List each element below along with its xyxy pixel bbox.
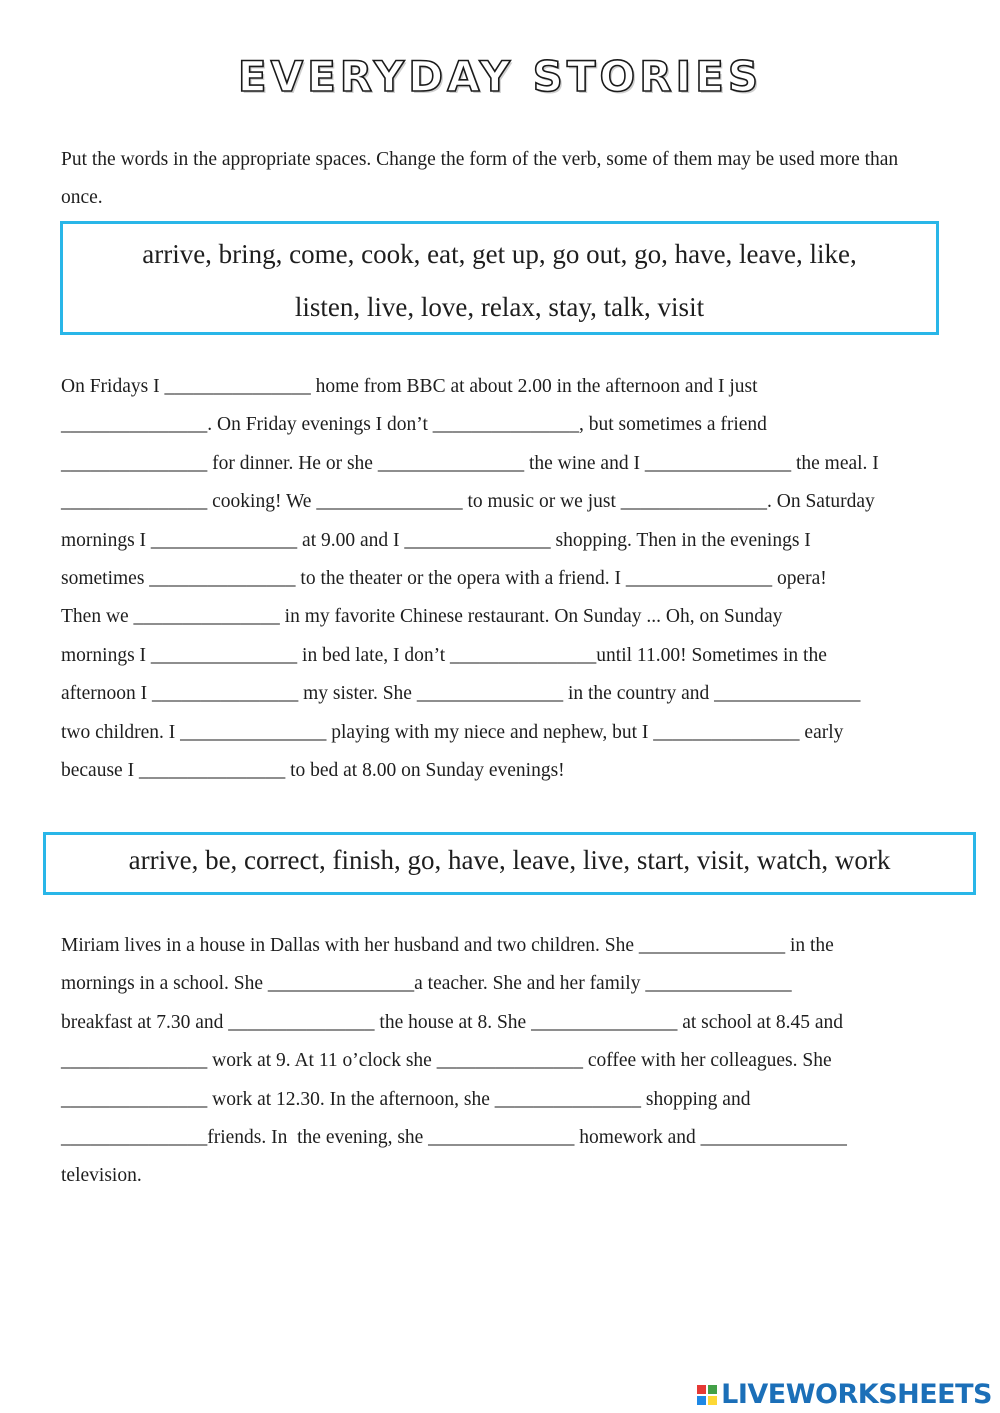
- logo-cube: [708, 1396, 717, 1405]
- story-1-line[interactable]: mornings I _______________ at 9.00 and I _______________ shopping. Then in the evenings I: [61, 529, 811, 551]
- story-2-line[interactable]: _______________ work at 12.30. In the afternoon, she _______________ shopping and: [61, 1088, 751, 1110]
- story-2-line[interactable]: breakfast at 7.30 and _______________ the house at 8. She _______________ at school at 8.45 and: [61, 1011, 844, 1033]
- word-bank-1-line-2: listen, live, love, relax, stay, talk, visit: [294, 292, 705, 322]
- story-1-line[interactable]: afternoon I _______________ my sister. She _______________ in the country and _______________: [61, 683, 861, 705]
- logo-cube: [708, 1385, 717, 1394]
- story-1-line[interactable]: mornings I _______________ in bed late, I don’t _______________until 11.00! Sometimes in the: [61, 644, 827, 666]
- story-1-line[interactable]: _______________ for dinner. He or she _______________ the wine and I _______________ the meal. I: [61, 452, 879, 474]
- story-1-line[interactable]: two children. I _______________ playing with my niece and nephew, but I _______________ early: [61, 721, 844, 743]
- logo-text: LIVEWORKSHEETS: [721, 1379, 992, 1410]
- instructions-text: Put the words in the appropriate spaces. Change the form of the verb, some of them may be used more than once.: [61, 149, 899, 208]
- word-bank-2: [43, 832, 976, 895]
- logo-cubes-icon: [697, 1385, 717, 1405]
- story-2-line[interactable]: Miriam lives in a house in Dallas with her husband and two children. She _______________ in the: [61, 935, 834, 956]
- story-1-line[interactable]: _______________. On Friday evenings I don’t _______________, but sometimes a friend: [61, 414, 767, 436]
- story-1-line[interactable]: sometimes _______________ to the theater or the opera with a friend. I _______________ opera!: [61, 567, 827, 589]
- word-bank-1-line-1: arrive, bring, come, cook, eat, get up, go out, go, have, leave, like,: [142, 239, 857, 269]
- logo-cube: [697, 1396, 706, 1405]
- word-bank-2-line-1: arrive, be, correct, finish, go, have, leave, live, start, visit, watch, work: [128, 845, 891, 875]
- story-2-line[interactable]: _______________friends. In the evening, she _______________ homework and _______________: [61, 1126, 847, 1148]
- story-1-line[interactable]: On Fridays I _______________ home from BBC at about 2.00 in the afternoon and I just: [61, 376, 758, 397]
- logo-cube: [697, 1385, 706, 1394]
- word-bank-1: [60, 221, 939, 335]
- story-1: [61, 368, 941, 790]
- story-2: [61, 927, 941, 1196]
- worksheet-title: EVERYDAY STORIES: [237, 52, 763, 101]
- story-2-line[interactable]: _______________ work at 9. At 11 o’clock she _______________ coffee with her colleagues. She: [61, 1050, 832, 1072]
- story-2-line[interactable]: mornings in a school. She _______________a teacher. She and her family _______________: [61, 973, 792, 995]
- story-1-line[interactable]: Then we _______________ in my favorite Chinese restaurant. On Sunday ... Oh, on Sunday: [61, 606, 783, 628]
- story-2-line: television.: [61, 1165, 142, 1187]
- story-1-line: because I _______________ to bed at 8.00 on Sunday evenings!: [61, 759, 565, 781]
- story-1-line[interactable]: _______________ cooking! We _______________ to music or we just _______________. On Saturday: [61, 491, 875, 513]
- liveworksheets-logo[interactable]: [697, 1379, 992, 1410]
